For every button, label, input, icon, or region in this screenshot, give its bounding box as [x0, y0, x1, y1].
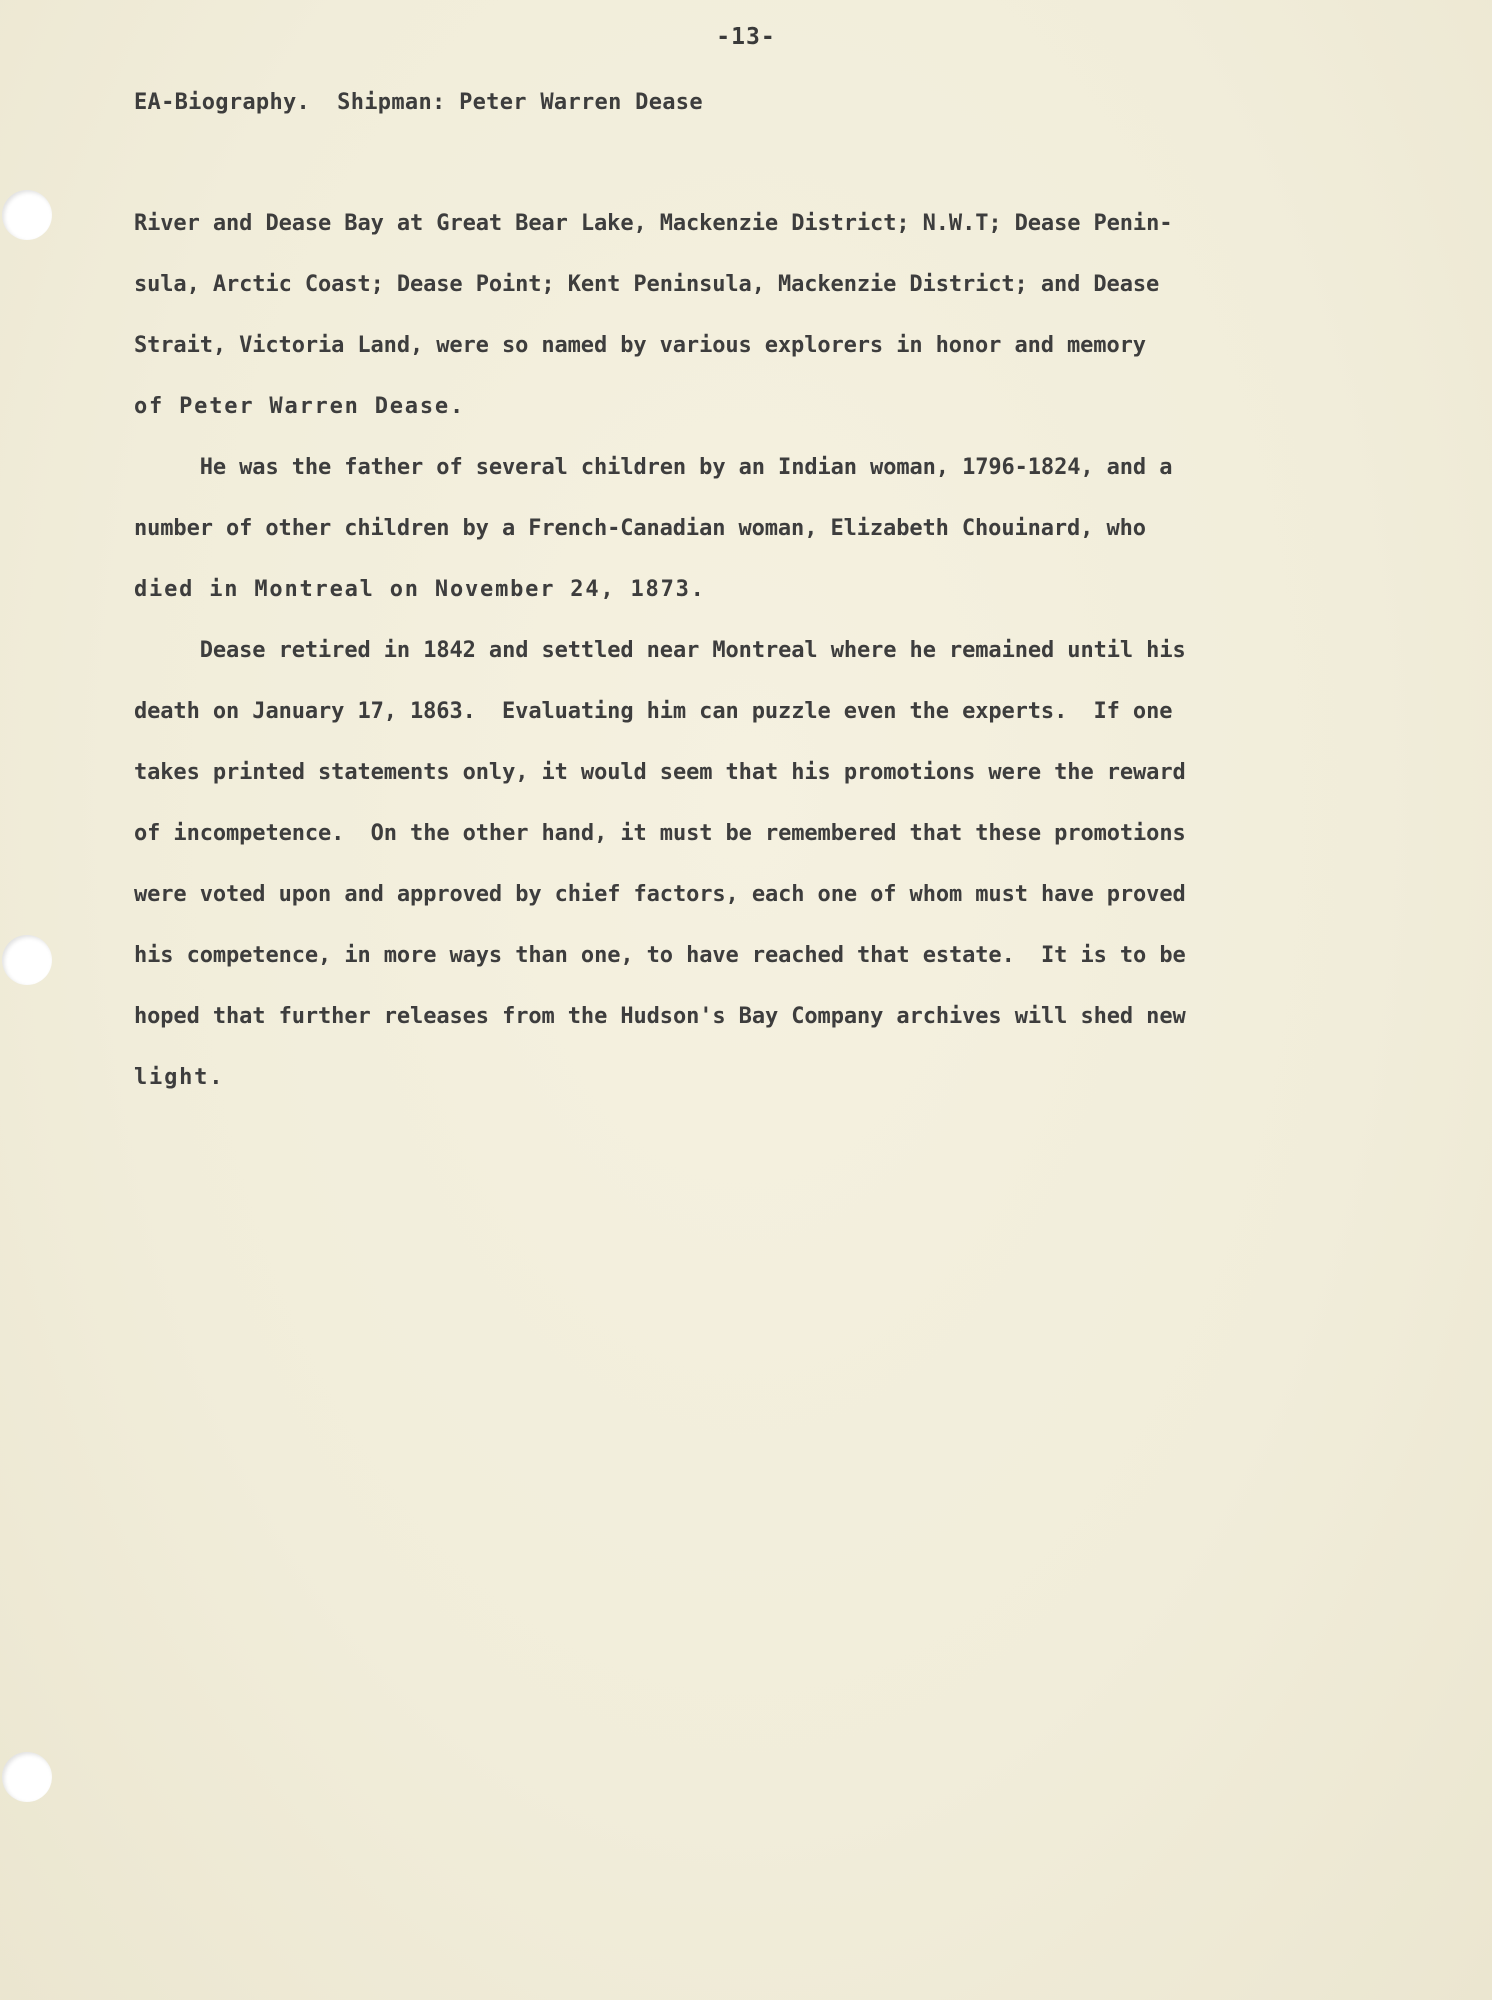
text-line: Strait, Victoria Land, were so named by various explorers in honor and memory — [134, 333, 1146, 358]
punch-hole — [2, 1752, 52, 1802]
paragraph — [134, 193, 1374, 437]
text-line: death on January 17, 1863. Evaluating him can puzzle even the experts. If one — [134, 699, 1173, 724]
punch-hole — [2, 190, 52, 240]
text-line: number of other children by a French-Canadian woman, Elizabeth Chouinard, who — [134, 516, 1146, 541]
text-line: takes printed statements only, it would seem that his promotions were the reward — [134, 760, 1186, 785]
text-line: Dease retired in 1842 and settled near Montreal where he remained until his — [134, 638, 1186, 663]
text-line: died in Montreal on November 24, 1873. — [134, 577, 706, 602]
paragraph — [134, 620, 1374, 1108]
page-number: -13- — [716, 24, 776, 50]
text-line: He was the father of several children by an Indian woman, 1796-1824, and a — [134, 455, 1173, 480]
text-line: of Peter Warren Dease. — [134, 394, 465, 419]
page-header: EA-Biography. Shipman: Peter Warren Dease — [134, 90, 703, 115]
text-line: his competence, in more ways than one, to have reached that estate. It is to be — [134, 943, 1186, 968]
paragraph — [134, 437, 1374, 620]
text-line: were voted upon and approved by chief factors, each one of whom must have proved — [134, 882, 1186, 907]
text-line: light. — [134, 1065, 225, 1090]
text-line: sula, Arctic Coast; Dease Point; Kent Peninsula, Mackenzie District; and Dease — [134, 272, 1160, 297]
text-line: of incompetence. On the other hand, it must be remembered that these promotions — [134, 821, 1186, 846]
punch-hole — [2, 935, 52, 985]
text-line: River and Dease Bay at Great Bear Lake, Mackenzie District; N.W.T; Dease Penin- — [134, 211, 1173, 236]
text-line: hoped that further releases from the Hudson's Bay Company archives will shed new — [134, 1004, 1186, 1029]
body-text — [134, 193, 1374, 1108]
